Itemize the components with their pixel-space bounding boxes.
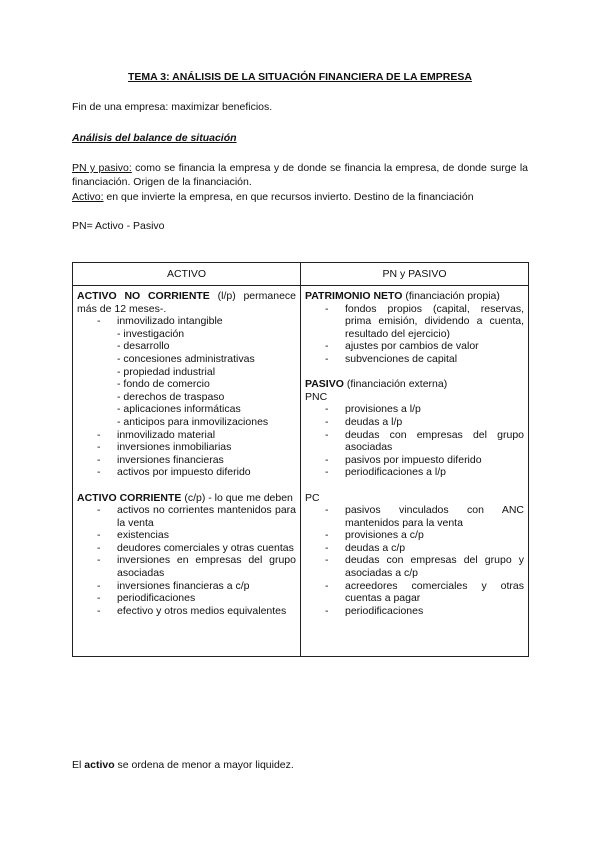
pn-description: (financiación propia) xyxy=(402,290,500,302)
pn-definition xyxy=(72,161,528,189)
pn-definition-label: PN y pasivo: xyxy=(72,162,132,174)
footer-note xyxy=(72,758,528,772)
list-item: - pasivos vinculados con ANC mantenidos para la venta xyxy=(305,504,524,529)
list-item: - periodificaciones a l/p xyxy=(305,466,524,479)
list-item: - deudas a l/p xyxy=(305,416,524,429)
list-subitem: - fondo de comercio xyxy=(117,378,210,391)
list-item: - acreedores comerciales y otras cuentas a pagar xyxy=(305,580,524,605)
table-body-row xyxy=(73,286,529,657)
table-header-row xyxy=(73,263,529,286)
list-item: - subvenciones de capital xyxy=(305,353,524,366)
ac-list xyxy=(77,504,296,617)
pn-title: PATRIMONIO NETO xyxy=(305,290,403,302)
list-subitem: - concesiones administrativas xyxy=(117,352,255,365)
list-item: - inversiones inmobiliarias xyxy=(77,441,296,454)
list-item: - pasivos por impuesto diferido xyxy=(305,454,524,467)
activo-column-header: ACTIVO xyxy=(73,263,301,286)
list-subitem: - anticipos para inmovilizaciones xyxy=(117,415,269,428)
list-item: - activos por impuesto diferido xyxy=(77,466,296,479)
pc-list xyxy=(305,504,524,617)
list-item: - inversiones financieras a c/p xyxy=(77,580,296,593)
list-item: - activos no corrientes mantenidos para la venta xyxy=(77,504,296,529)
pn-list xyxy=(305,303,524,366)
activo-column xyxy=(73,286,301,657)
section-subtitle-text: Análisis del balance de situación xyxy=(72,132,237,144)
pn-pasivo-column-header: PN y PASIVO xyxy=(301,263,529,286)
pn-pasivo-column xyxy=(301,286,529,657)
list-item: - deudas a c/p xyxy=(305,542,524,555)
activo-definition-label: Activo: xyxy=(72,191,104,203)
pnc-label: PNC xyxy=(305,390,328,403)
pn-definition-text: como se financia la empresa y de donde se financia la empresa, de donde surge la financiación. Origen de la financiación. xyxy=(72,162,528,188)
pn-heading xyxy=(305,290,524,303)
balance-formula: PN= Activo - Pasivo xyxy=(72,220,165,232)
list-item: - provisiones a l/p xyxy=(305,403,524,416)
section-subtitle xyxy=(72,131,528,145)
ac-heading xyxy=(77,492,296,505)
pasivo-heading xyxy=(305,378,524,391)
list-item: - inversiones en empresas del grupo asociadas xyxy=(77,554,296,579)
list-item: - existencias xyxy=(77,529,296,542)
list-item: - inmovilizado intangible xyxy=(77,315,296,328)
footer-suffix: se ordena de menor a mayor liquidez. xyxy=(114,759,294,771)
pc-label: PC xyxy=(305,491,320,504)
list-subitem: - propiedad industrial xyxy=(117,365,216,378)
list-item: - efectivo y otros medios equivalentes xyxy=(77,605,296,618)
document-title: TEMA 3: ANÁLISIS DE LA SITUACIÓN FINANCIERA DE LA EMPRESA xyxy=(128,71,472,83)
list-item: - deudas con empresas del grupo y asociadas a c/p xyxy=(305,554,524,579)
ac-description: (c/p) - lo que me deben xyxy=(181,491,293,504)
pnc-list xyxy=(305,403,524,479)
list-subitem: - desarrollo xyxy=(117,340,170,353)
anc-list xyxy=(77,315,296,479)
footer-bold: activo xyxy=(84,759,115,771)
list-item: - inversiones financieras xyxy=(77,454,296,467)
list-item: - ajustes por cambios de valor xyxy=(305,340,524,353)
list-item: - provisiones a c/p xyxy=(305,529,524,542)
list-item: - periodificaciones xyxy=(77,592,296,605)
list-subitem: - aplicaciones informáticas xyxy=(117,403,241,416)
list-subitem: - investigación xyxy=(117,327,185,340)
list-item: - inmovilizado material xyxy=(77,429,296,442)
footer-prefix: El xyxy=(72,759,85,771)
intro-text: Fin de una empresa: maximizar beneficios. xyxy=(72,101,273,113)
ac-title: ACTIVO CORRIENTE xyxy=(77,491,182,504)
anc-description: (l/p) permanece más de 12 meses-. xyxy=(77,290,297,315)
activo-definition-text: en que invierte la empresa, en que recursos invierto. Destino de la financiación xyxy=(103,191,474,203)
anc-title: ACTIVO NO CORRIENTE xyxy=(77,290,210,302)
balance-table xyxy=(72,262,529,657)
list-item: - deudas con empresas del grupo asociadas xyxy=(305,429,524,454)
list-item: - fondos propios (capital, reservas, prima emisión, dividendo a cuenta, resultado del ejercicio) xyxy=(305,303,524,341)
list-item: - periodificaciones xyxy=(305,605,524,618)
pasivo-title: PASIVO xyxy=(305,378,344,391)
activo-definition xyxy=(72,190,528,204)
anc-heading xyxy=(77,290,296,315)
list-subitem: - derechos de traspaso xyxy=(117,390,225,403)
pasivo-description: (financiación externa) xyxy=(343,378,448,391)
list-item: - deudores comerciales y otras cuentas xyxy=(77,542,296,555)
